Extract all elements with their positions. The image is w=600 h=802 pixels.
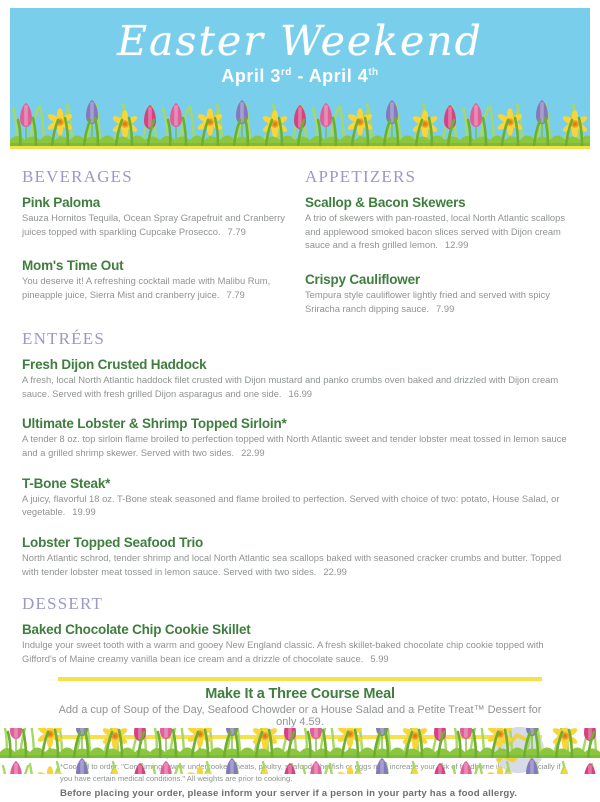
section-heading-entrees: ENTRÉES — [22, 329, 106, 349]
section-entrees — [22, 329, 578, 578]
item-description: A fresh, local North Atlantic haddock filet crusted with Dijon mustard and panko crumbs oven baked and drizzled with Dijon cream sauce. Served with fresh grilled Dijon asparagus and one side. 16.99 — [22, 374, 559, 399]
item-price: 22.99 — [323, 565, 347, 577]
menu-item — [22, 476, 578, 519]
date-ordinal: rd — [280, 67, 292, 79]
section-heading-dessert: DESSERT — [22, 594, 104, 614]
date-text: - April 4 — [291, 66, 369, 87]
item-description: North Atlantic schrod, tender shrimp and local North Atlantic sea scallops baked with seasoned cracker crumbs and butter. Topped with tender lobster meat tossed in lemon sauce. Served with two sides. 22.99 — [22, 551, 562, 577]
banner-dates — [10, 66, 590, 87]
menu-item — [22, 622, 578, 665]
item-description: Tempura style cauliflower lightly fried and served with spicy Sriracha ranch dipping sauce. 7.99 — [305, 288, 550, 314]
section-heading-appetizers: APPETIZERS — [305, 167, 417, 186]
top-columns — [22, 153, 578, 315]
item-name: Pink Paloma — [22, 195, 101, 210]
item-name: Fresh Dijon Crusted Haddock — [22, 357, 207, 373]
menu-item — [22, 416, 578, 459]
item-description: A trio of skewers with pan-roasted, local North Atlantic scallops and applewood smoked bacon slices served with Dijon cream sauce and a fresh grilled lemon. 12.99 — [305, 212, 566, 251]
menu-item — [22, 258, 287, 301]
item-name: Lobster Topped Seafood Trio — [22, 534, 204, 550]
item-description: A juicy, flavorful 18 oz. T-Bone steak seasoned and flame broiled to perfection. Served with choice of two: potato, House Salad, or vegetable. 19.99 — [22, 492, 560, 518]
item-price: 7.79 — [226, 288, 245, 300]
item-description: A tender 8 oz. top sirloin flame broiled to perfection topped with North Atlantic sweet and tender lobster meat tossed in lemon sauce and a grilled shrimp skewer. Served with two sides. 22.99 — [22, 433, 567, 458]
disclaimer-cooked-to-order: you have certain medical conditions." All weights are prior to cooking. — [60, 773, 293, 783]
item-name: T-Bone Steak* — [22, 475, 111, 491]
section-appetizers — [305, 153, 578, 315]
item-price: 12.99 — [444, 239, 469, 251]
grass-flowers-border-bottom — [0, 712, 600, 774]
section-beverages — [22, 153, 287, 315]
page-title: Easter Weekend — [117, 17, 483, 65]
item-price: 7.79 — [227, 225, 246, 237]
three-course-title: Make It a Three Course Meal — [205, 686, 395, 703]
item-description: Sauza Hornitos Tequila, Ocean Spray Grapefruit and Cranberry juices topped with sparkling Cupcake Prosecco. 7.79 — [22, 212, 285, 237]
item-price: 16.99 — [288, 387, 312, 399]
banner — [10, 8, 590, 149]
grass-pattern — [0, 728, 600, 774]
section-dessert — [22, 594, 578, 665]
item-name: Ultimate Lobster & Shrimp Topped Sirloin* — [22, 416, 287, 432]
allergy-notice: Before placing your order, please inform your server if a person in your party has a food allergy. — [60, 787, 518, 799]
item-name: Crispy Cauliflower — [305, 271, 420, 287]
grass-flowers-border-top — [10, 100, 590, 146]
item-price: 5.99 — [370, 652, 389, 664]
item-description: You deserve it! A refreshing cocktail made with Malibu Rum, pineapple juice, Sierra Mist and cranberry juice. 7.79 — [22, 275, 271, 300]
item-name: Baked Chocolate Chip Cookie Skillet — [22, 622, 251, 638]
grass-pattern — [10, 100, 590, 146]
item-price: 19.99 — [72, 506, 96, 518]
item-price: 7.99 — [436, 302, 455, 314]
section-heading-beverages: BEVERAGES — [22, 167, 133, 186]
three-course-description: Add a cup of Soup of the Day, Seafood Chowder or a House Salad and a Petite Treat™ Dessert for only 4.59. — [58, 704, 542, 729]
item-name: Scallop & Bacon Skewers — [305, 195, 466, 210]
item-name: Mom's Time Out — [22, 258, 124, 274]
date-text: April 3 — [221, 66, 281, 87]
menu-item — [305, 272, 578, 315]
menu-item — [305, 195, 578, 252]
menu-content — [0, 153, 600, 802]
menu-item — [22, 195, 287, 238]
date-ordinal: th — [368, 67, 379, 79]
item-price: 22.99 — [241, 447, 265, 458]
item-description: Indulge your sweet tooth with a warm and gooey New England classic. A fresh skillet-baked chocolate chip cookie topped with Gifford's of Maine creamy vanilla bean ice cream and a drizzle of chocolate sauce. 5.99 — [22, 639, 544, 664]
menu-item — [22, 535, 578, 578]
menu-item — [22, 357, 578, 400]
